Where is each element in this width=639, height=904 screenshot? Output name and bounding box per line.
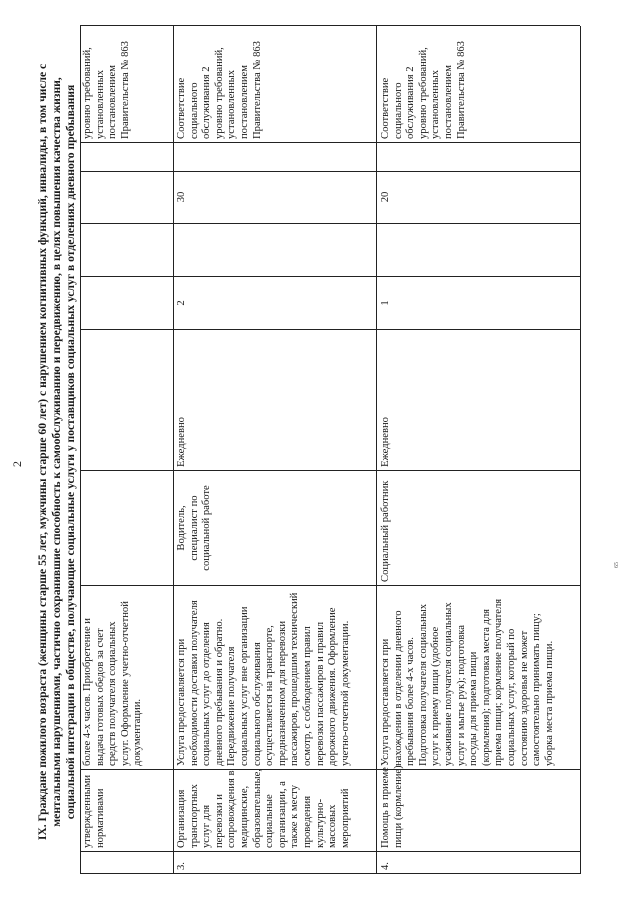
cell-line: Правительства № 863	[455, 41, 467, 139]
cell-line: пищи (кормление)	[392, 765, 404, 848]
cell-line: дорожного движения. Оформление	[327, 607, 339, 766]
cell-line: 20	[380, 191, 391, 203]
cell-line: услуг для	[201, 804, 213, 848]
column-divider	[80, 276, 580, 277]
cell-line: уровню требований,	[417, 47, 429, 139]
row-4-col-c	[380, 174, 393, 220]
cell-line: Услуга предоставляется при	[176, 638, 187, 766]
cell-line: услуг и мытье рук); подготовка	[455, 624, 467, 766]
row-1-name	[82, 775, 107, 848]
cell-line: выдача готовых обедов за счет	[94, 628, 106, 766]
cell-line: усаживание получателя социальных	[442, 602, 454, 766]
cell-line: Соответствие	[176, 77, 187, 139]
cell-line: дневного пребывания и обратно.	[213, 618, 225, 766]
row-1-standard	[82, 41, 132, 139]
row-4-name	[380, 765, 405, 848]
cell-line: документации.	[132, 698, 144, 766]
table-border-top	[80, 26, 81, 874]
cell-line: транспортных	[188, 784, 200, 848]
row-3-col-a	[176, 280, 189, 326]
row-3-name	[176, 769, 352, 848]
cell-line: необходимости доставки получателя	[188, 600, 200, 766]
cell-line: состоянию здоровья не может	[518, 630, 530, 766]
cell-line: 4.	[380, 862, 391, 870]
row-divider	[376, 26, 377, 874]
row-3-number	[176, 862, 189, 870]
cell-line: установленных	[430, 69, 442, 139]
column-divider	[80, 171, 580, 172]
cell-line: Подготовка получателя социальных	[417, 603, 429, 766]
cell-line: образовательные,	[251, 769, 263, 848]
row-3-description	[176, 593, 352, 766]
cell-line: перевозки и	[213, 794, 225, 848]
cell-line: Организация	[176, 789, 187, 848]
cell-line: медицинские,	[238, 785, 250, 848]
cell-line: 2	[176, 300, 187, 306]
cell-line: уборка места приема пищи.	[543, 640, 555, 766]
column-divider	[80, 585, 580, 586]
cell-line: проведения	[301, 795, 313, 848]
column-divider	[80, 851, 580, 852]
cell-line: массовых	[327, 804, 339, 848]
row-4-description	[380, 599, 556, 766]
row-divider	[173, 26, 174, 874]
cell-line: осуществляется на транспорте,	[264, 625, 276, 766]
cell-line: установленных	[94, 69, 106, 139]
cell-line: учетно-отчетной документации.	[339, 620, 351, 766]
cell-line: Ежедневно	[380, 417, 391, 467]
cell-line: социальных услуг до отделения	[201, 622, 213, 766]
cell-line: социального	[392, 82, 404, 139]
cell-line: социального	[188, 82, 200, 139]
cell-line: сопровождения в	[226, 770, 238, 848]
footer-number: 65	[614, 562, 620, 568]
page-number: 2	[10, 461, 24, 467]
row-4-standard	[380, 41, 468, 139]
column-divider	[80, 329, 580, 330]
column-divider	[80, 470, 580, 471]
cell-line: более 4-х часов. Приобретение и	[82, 618, 93, 766]
cell-line: Услуга предоставляется при	[380, 638, 391, 766]
cell-line: культурно-	[314, 798, 326, 848]
cell-line: перевозки пассажиров и правил	[314, 621, 326, 766]
cell-line: мероприятий	[339, 788, 351, 848]
cell-line: социальных услуг вне организации	[238, 606, 250, 766]
section-title-line: IX. Граждане пожилого возраста (женщины старше 55 лет, мужчины старше 60 лет) с нарушением когнитивных функций, инвалиды, в том числе с	[36, 63, 49, 841]
cell-line: услуг к приему пищи (удобное	[430, 626, 442, 766]
cell-line: Соответствие	[380, 77, 391, 139]
cell-line: Правительства № 863	[119, 41, 131, 139]
cell-line: постановлением	[442, 65, 454, 139]
row-3-standard	[176, 41, 264, 139]
cell-line: утвержденными	[82, 774, 93, 848]
row-4-col-a	[380, 280, 393, 326]
row-4-executor	[380, 481, 393, 582]
cell-line: услуг. Оформление учетно-отчетной	[119, 601, 131, 766]
cell-line: постановлением	[238, 65, 250, 139]
cell-line: 1	[380, 300, 391, 306]
column-divider	[80, 223, 580, 224]
cell-line: посуды для приема пищи	[468, 651, 480, 766]
row-4-number	[380, 862, 393, 870]
cell-line: (кормления); подготовка места для	[480, 608, 492, 766]
cell-line: специалист по	[188, 495, 200, 561]
cell-line: уровню требований,	[82, 47, 93, 139]
row-1-description	[82, 601, 145, 766]
cell-line: Водитель,	[176, 505, 187, 551]
table-border-right	[80, 25, 580, 26]
section-title-line: социальной интеграции в обществе, получающие социальные услуги у поставщиков социальных услуг в отделениях дневного пребывания	[64, 84, 77, 820]
cell-line: социальной работе	[201, 485, 213, 571]
cell-line: обслуживания 2	[201, 66, 213, 139]
cell-line: социальных услуг, который по	[505, 628, 517, 766]
cell-line: нахождении в отделении дневного	[392, 610, 404, 766]
cell-line: постановлением	[107, 65, 119, 139]
section-title	[36, 0, 78, 904]
row-3-frequency	[176, 417, 189, 467]
cell-line: предназначенном для перевозки	[276, 620, 288, 766]
column-divider	[80, 873, 580, 874]
row-4-frequency	[380, 417, 393, 467]
cell-line: обслуживания 2	[405, 66, 417, 139]
cell-line: Помощь в приеме	[380, 767, 391, 848]
cell-line: социального обслуживания	[251, 642, 263, 766]
cell-line: нормативами	[94, 788, 106, 848]
cell-line: 30	[176, 191, 187, 203]
cell-line: самостоятельно принимать пищу;	[531, 613, 543, 766]
cell-line: пребывания более 4-х часов.	[405, 637, 417, 766]
cell-line: также к месту	[289, 784, 301, 848]
cell-line: 3.	[176, 862, 187, 870]
cell-line: Ежедневно	[176, 417, 187, 467]
cell-line: приема пищи; кормление получателя	[493, 598, 505, 766]
cell-line: осмотр, с соблюдением правил	[301, 626, 313, 766]
table-border-bottom	[580, 26, 581, 874]
cell-line: Правительства № 863	[251, 41, 263, 139]
cell-line: организации, а	[276, 781, 288, 848]
row-3-executor	[176, 474, 214, 582]
section-title-line: ментальными нарушениями, частично сохранившие способность к самообслуживанию и передвижению, в целях повышения качества жизни,	[50, 77, 63, 827]
column-divider	[80, 142, 580, 143]
cell-line: социальные	[264, 794, 276, 848]
cell-line: Передвижение получателя	[226, 646, 238, 766]
cell-line: пассажиров, прошедшим технический	[289, 592, 301, 766]
cell-line: средств получателя социальных	[107, 621, 119, 766]
row-3-col-c	[176, 174, 189, 220]
cell-line: Социальный работник	[380, 480, 391, 582]
cell-line: установленных	[226, 69, 238, 139]
cell-line: уровню требований,	[213, 47, 225, 139]
